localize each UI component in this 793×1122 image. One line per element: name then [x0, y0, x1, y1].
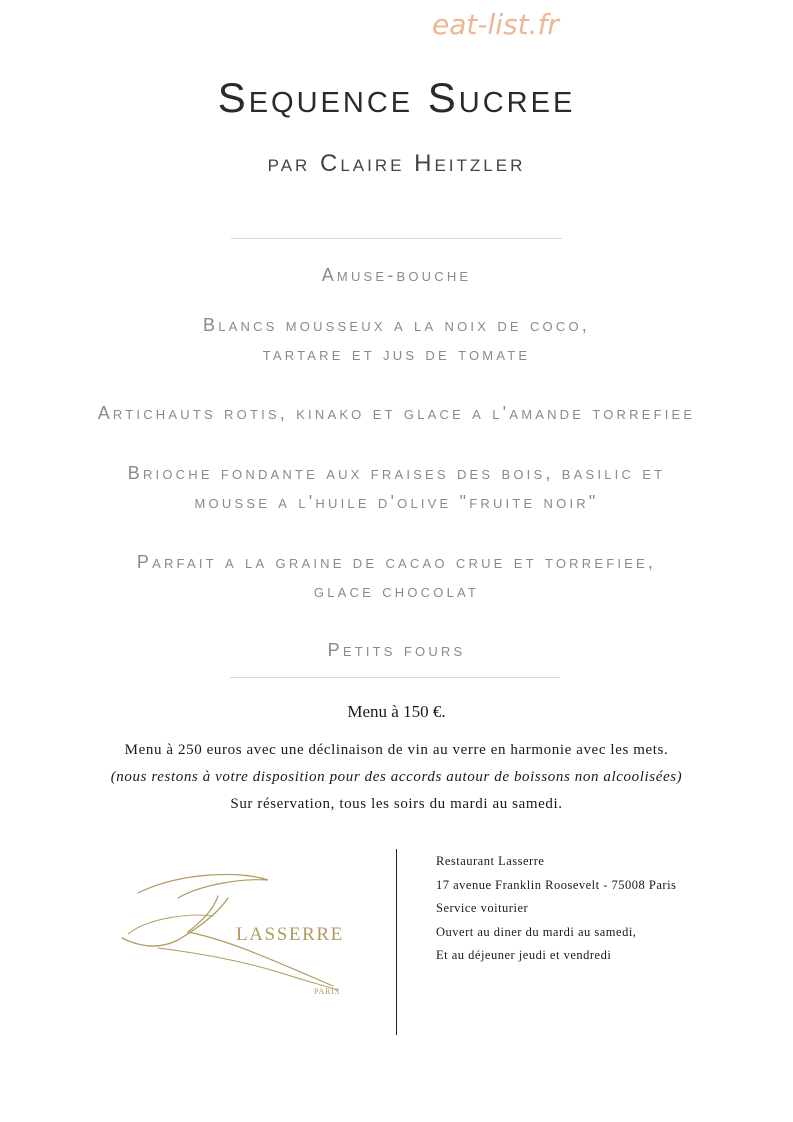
course-line: glace chocolat: [313, 581, 480, 601]
restaurant-dinner-hours: Ouvert au diner du mardi au samedi,: [436, 924, 637, 939]
restaurant-name: Restaurant Lasserre: [436, 854, 545, 868]
logo-swirl-bottom: [158, 948, 338, 990]
course-line: Parfait a la graine de cacao crue et torrefiee,: [136, 552, 657, 572]
course-line: Amuse-bouche: [321, 265, 472, 285]
course-line: mousse a l'huile d'olive "fruite noir": [194, 492, 599, 512]
lasserre-logo: [118, 868, 358, 1003]
menu-title: Sequence Sucree: [217, 74, 576, 121]
logo-city: PARIS: [314, 987, 340, 996]
logo-swirl-top: [138, 874, 268, 898]
course-line: Petits fours: [327, 640, 466, 660]
wine-pairing-text: Menu à 250 euros avec une déclinaison de vin au verre en harmonie avec les mets.: [124, 742, 669, 758]
course-blancs-mousseux: [0, 311, 793, 369]
divider-top: [231, 238, 562, 239]
course-brioche: [0, 459, 793, 517]
restaurant-info: [436, 850, 676, 968]
divider-bottom: [230, 677, 560, 678]
course-amuse-bouche: [0, 261, 793, 290]
non-alcoholic-note: (nous restons à votre disposition pour des accords autour de boissons non alcoolisées): [110, 769, 683, 785]
course-line: Blancs mousseux a la noix de coco,: [203, 315, 590, 335]
course-artichauts: [0, 399, 793, 428]
course-line: Artichauts rotis, kinako et glace a l'amande torrefiee: [97, 403, 696, 423]
course-line: tartare et jus de tomate: [262, 344, 531, 364]
restaurant-address: 17 avenue Franklin Roosevelt - 75008 Paris: [436, 877, 677, 892]
watermark-eat-list: eat-list.fr: [432, 8, 559, 41]
reservation-text: Sur réservation, tous les soirs du mardi au samedi.: [230, 796, 563, 812]
vertical-separator: [396, 849, 397, 1035]
course-line: Brioche fondante aux fraises des bois, basilic et: [127, 463, 666, 483]
restaurant-valet: Service voiturier: [436, 901, 529, 915]
restaurant-lunch-hours: Et au déjeuner jeudi et vendredi: [436, 948, 612, 962]
menu-chef: par Claire Heitzler: [267, 150, 526, 177]
course-petits-fours: [0, 636, 793, 665]
menu-price: Menu à 150 €.: [347, 702, 446, 721]
course-parfait: [0, 548, 793, 606]
logo-swirl-left: [122, 898, 228, 946]
logo-name: LASSERRE: [236, 924, 344, 945]
